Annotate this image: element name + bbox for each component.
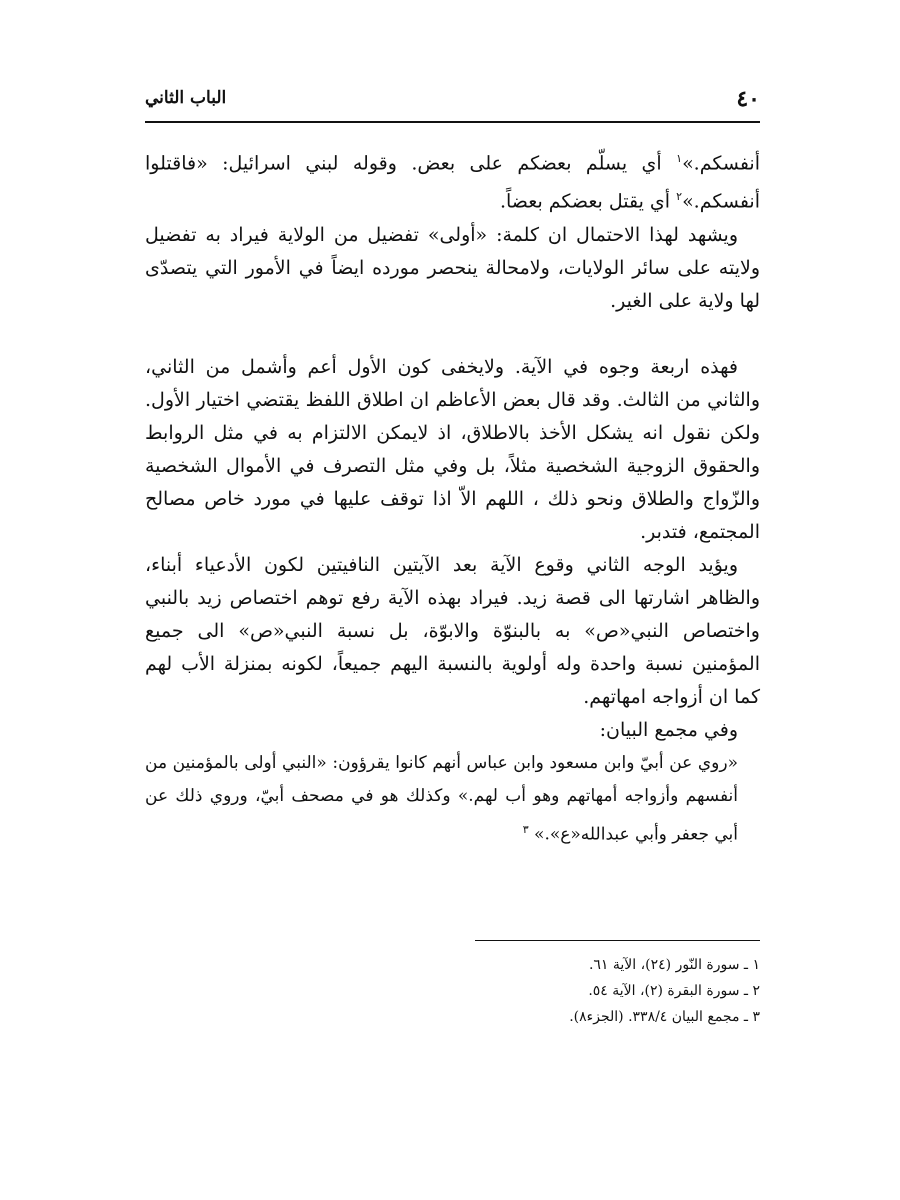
footnote-rule: [475, 940, 760, 941]
footnote-ref-3: ٣: [522, 822, 529, 836]
footnotes: [145, 952, 760, 1030]
chapter-title: الباب الثاني: [145, 88, 227, 108]
body-text: [145, 142, 760, 851]
footnote-ref-1: ١: [676, 152, 683, 165]
page-number: ٤٠: [736, 86, 760, 112]
paragraph-1-end: أي يقتل بعضكم بعضاً.: [499, 190, 671, 213]
paragraph-2: ويشهد لهذا الاحتمال ان كلمة: «أولى» تفضيل من الولاية فيراد به تفضيل ولايته على سائر الولايات، ولامحالة ينحصر مورده ايضاً في الأمور التي يتصدّى لها ولاية على الغير.: [145, 223, 760, 312]
paragraph-1-text: أي يسلّم بعضكم على بعض. وقوله لبني اسرائيل: «فاقتلوا أنفسكم.»: [145, 152, 760, 213]
header-rule: [145, 121, 760, 123]
footnote-2: ٢ ـ سورة البقرة (٢)، الآية ٥٤.: [588, 983, 760, 999]
footnote-3: ٣ ـ مجمع البيان ٣٣٨/٤. (الجزء٨).: [569, 1009, 760, 1025]
paragraph-5: وفي مجمع البيان:: [599, 718, 738, 741]
footnote-ref-2: ٢: [676, 190, 683, 204]
footnote-1: ١ ـ سورة النّور (٢٤)، الآية ٦١.: [588, 957, 760, 973]
page-header: [145, 86, 760, 116]
block-quote: [145, 747, 760, 852]
paragraph-4: ويؤيد الوجه الثاني وقوع الآية بعد الآيتين النافيتين لكون الأدعياء أبناء، والظاهر اشارتها الى قصة زيد. فيراد بهذه الآية رفع توهم اختصاص زيد بالنبي واختصاص النبي«ص» به بالبنوّة والابوّة، بل نسبة النبي«ص» الى جميع المؤمنين نسبة واحدة وله أولوية بالنسبة اليهم جميعاً، لكونه بمنزلة الأب لهم كما ان أزواجه امهاتهم.: [145, 553, 760, 708]
block-quote-text: «روي عن أبيّ وابن مسعود وابن عباس أنهم كانوا يقرؤون: «النبي أولى بالمؤمنين من أنفسهم وأزواجه أمهاتهم وهو أب لهم.» وكذلك هو في مصحف أبيّ، وروي ذلك عن أبي جعفر وأبي عبدالله«ع».»: [145, 752, 738, 845]
paragraph-1: [145, 142, 760, 219]
paragraph-1-start: أنفسكم.»: [682, 152, 760, 175]
paragraph-3: فهذه اربعة وجوه في الآية. ولايخفى كون الأول أعم وأشمل من الثاني، والثاني من الثالث. وقد قال بعض الأعاظم ان اطلاق اللفظ يقتضي اختيار الأول. ولكن نقول انه يشكل الأخذ بالاطلاق، اذ لايمكن الالتزام به في مثل الروابط والحقوق الزوجية الشخصية مثلاً، بل وفي مثل التصرف في الأموال الشخصية والزّواج والطلاق ونحو ذلك ، اللهم الاّ اذا توقف عليها في مورد خاص مصالح المجتمع، فتدبر.: [145, 355, 760, 543]
